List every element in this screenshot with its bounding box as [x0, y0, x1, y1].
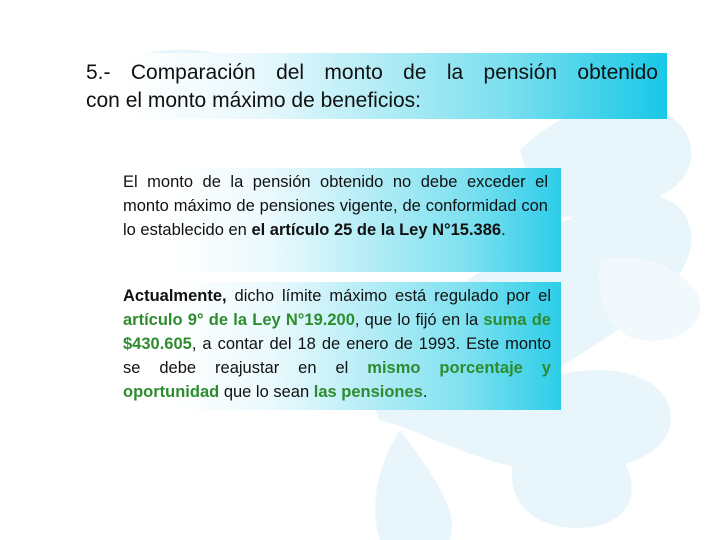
paragraph2-end: . — [422, 383, 428, 401]
paragraph2-body-c: , a contar del 18 de enero de 1993. Este monto se debe reajustar en el — [123, 335, 551, 377]
paragraph1-end: . — [501, 221, 506, 239]
paragraph2-body-b: , que lo fijó en la — [354, 311, 484, 329]
adjustment-rule: mismo porcentaje y oportunidad — [123, 359, 551, 401]
paragraph2-lead: Actualmente, — [123, 287, 227, 305]
paragraph2-body-a: dicho límite máximo está regulado por el — [226, 287, 551, 305]
paragraph-max-pension-limit — [118, 168, 561, 272]
slide-title-box — [77, 53, 667, 119]
paragraph2-body-d: que lo sean — [219, 383, 314, 401]
max-amount-value: suma de $430.605 — [123, 311, 551, 353]
law-reference-15386: el artículo 25 de la Ley N°15.386 — [251, 221, 502, 239]
slide-title-line2: con el monto máximo de beneficios: — [86, 89, 422, 112]
pensions-reference: las pensiones — [313, 383, 423, 401]
paragraph1-body: El monto de la pensión obtenido no debe exceder el monto máximo de pensiones vigente, de conformidad con lo establecido en — [123, 173, 548, 239]
paragraph2-text — [123, 284, 551, 404]
paragraph-current-regulation — [118, 282, 561, 410]
paragraph1-text — [123, 170, 548, 242]
slide-title-line1: 5.- Comparación del monto de la pensión obtenido — [86, 61, 658, 84]
law-reference-19200: artículo 9° de la Ley N°19.200 — [123, 311, 355, 329]
